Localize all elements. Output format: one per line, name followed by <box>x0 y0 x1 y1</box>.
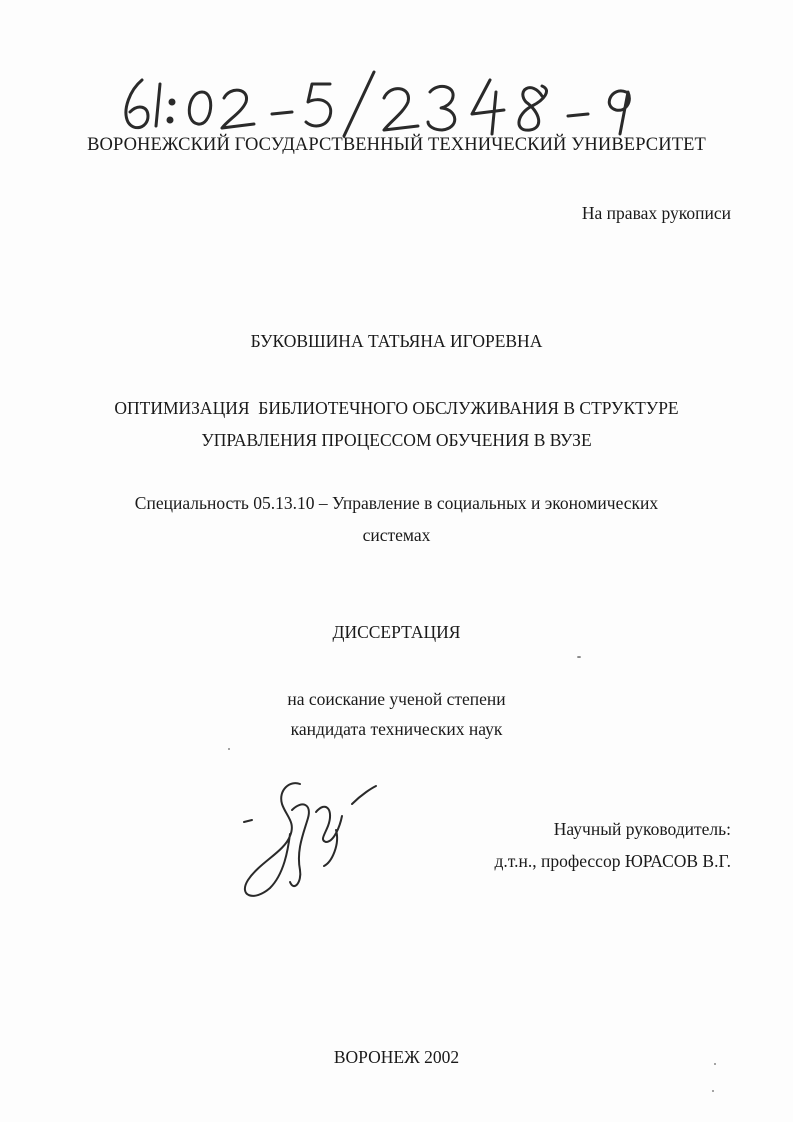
specialty-line-2: системах <box>362 525 431 545</box>
title-line-2: УПРАВЛЕНИЯ ПРОЦЕССОМ ОБУЧЕНИЯ В ВУЗЕ <box>201 430 592 450</box>
manuscript-rights-note: На правах рукописи <box>581 203 731 223</box>
city-year: ВОРОНЕЖ 2002 <box>333 1047 460 1067</box>
scan-speck <box>712 1090 714 1092</box>
supervisor-name: д.т.н., профессор ЮРАСОВ В.Г. <box>494 851 731 871</box>
supervisor-label: Научный руководитель: <box>553 819 731 839</box>
specialty-line-1: Специальность 05.13.10 – Управление в социальных и экономических <box>134 493 659 513</box>
scan-speck <box>714 1063 716 1065</box>
author-name: БУКОВШИНА ТАТЬЯНА ИГОРЕВНА <box>250 331 543 351</box>
document-type: ДИССЕРТАЦИЯ <box>332 622 461 642</box>
university-name: ВОРОНЕЖСКИЙ ГОСУДАРСТВЕННЫЙ ТЕХНИЧЕСКИЙ УНИВЕРСИТЕТ <box>87 135 706 155</box>
title-line-1: ОПТИМИЗАЦИЯ БИБЛИОТЕЧНОГО ОБСЛУЖИВАНИЯ В СТРУКТУРЕ <box>114 398 679 418</box>
scan-speck <box>577 656 581 658</box>
degree-line-1: на соискание ученой степени <box>287 689 506 709</box>
handwritten-signature <box>230 770 390 910</box>
degree-line-2: кандидата технических наук <box>290 719 503 739</box>
scan-speck <box>228 748 230 750</box>
handwritten-archive-number <box>112 62 652 142</box>
